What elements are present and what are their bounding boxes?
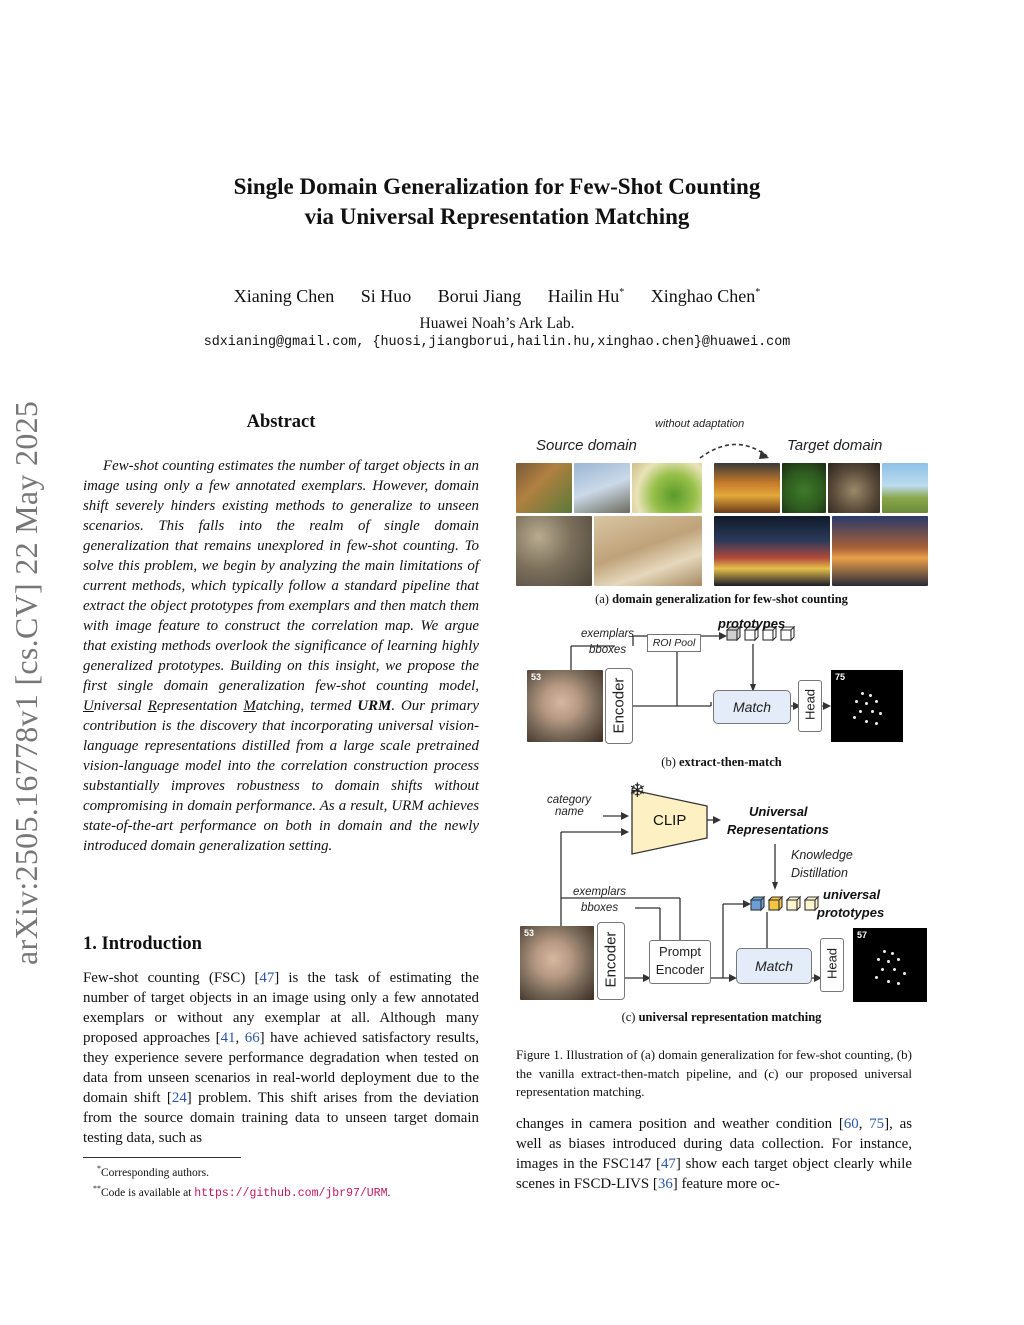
match-box: Match xyxy=(713,690,791,724)
target-image-tile xyxy=(828,463,880,513)
citation-link[interactable]: 41 xyxy=(220,1030,236,1046)
knowledge-distillation-label: Knowledge Distillation xyxy=(791,848,853,880)
figure-1 xyxy=(515,412,913,1032)
citation-link[interactable]: 36 xyxy=(657,1176,673,1192)
prompt-encoder-box: Prompt Encoder xyxy=(649,940,711,984)
subcaption-a: (a) domain generalization for few-shot counting xyxy=(595,592,848,606)
author: Hailin Hu* xyxy=(547,286,625,306)
prototypes-label: prototypes xyxy=(718,616,786,631)
arxiv-side-label: arXiv:2505.16778v1 [cs.CV] 22 May 2025 xyxy=(8,400,44,965)
roi-pool-box: ROI Pool xyxy=(647,634,701,652)
category-name-label: category name xyxy=(547,794,592,818)
target-domain-label: Target domain xyxy=(787,437,883,454)
bboxes-label-c: bboxes xyxy=(581,902,619,914)
source-image-tile xyxy=(632,463,702,513)
encoder-box-c: Encoder xyxy=(597,922,625,1000)
head-box-c: Head xyxy=(820,938,844,992)
source-image-tile xyxy=(516,463,572,513)
footnote-rule xyxy=(83,1157,241,1158)
figure-1-caption: Figure 1. Illustration of (a) domain generalization for few-shot counting, (b) the vanilla extract-then-match pipeline, and (c) our proposed universal representation matching. xyxy=(516,1047,912,1099)
citation-link[interactable]: 47 xyxy=(259,970,275,986)
frozen-snowflake-icon: ❄ xyxy=(629,780,646,802)
section-heading-introduction: 1. Introduction xyxy=(83,934,202,954)
target-image-tile xyxy=(714,516,830,586)
right-column-paragraph: changes in camera position and weather condition [60, 75], as well as biases introduced during data collection. For instance, images in the FSC147 [47] show each target object clearly while scenes in FSCD-LIVS [36] feature more oc- xyxy=(516,1116,912,1192)
title-line-1: Single Domain Generalization for Few-Shot Counting xyxy=(233,174,761,199)
match-box-c: Match xyxy=(736,948,812,984)
citation-link[interactable]: 66 xyxy=(244,1030,260,1046)
source-domain-label: Source domain xyxy=(536,437,637,454)
input-count: 53 xyxy=(531,672,542,682)
head-box: Head xyxy=(798,680,822,732)
without-adaptation-label: without adaptation xyxy=(655,418,745,430)
footnote-1: *Corresponding authors. xyxy=(97,1164,209,1179)
citation-link[interactable]: 47 xyxy=(660,1156,676,1172)
citation-link[interactable]: 24 xyxy=(171,1090,187,1106)
density-map-output-c: 57 xyxy=(853,928,927,1002)
universal-representations-label: Universal Representations xyxy=(727,804,829,837)
density-map-output: 75 xyxy=(831,670,903,742)
universal-prototypes-label: universal prototypes xyxy=(817,887,885,920)
paper-title xyxy=(150,172,844,232)
bboxes-label: bboxes xyxy=(589,644,627,656)
affiliation: Huawei Noah’s Ark Lab. xyxy=(419,315,575,332)
source-image-tile xyxy=(574,463,630,513)
author: Borui Jiang xyxy=(437,286,522,306)
footnote-2: **Code is available at https://github.com/jbr97/URM. xyxy=(93,1183,391,1200)
introduction-paragraph: Few-shot counting (FSC) [47] is the task of estimating the number of target objects in an image using only a few annotated exemplars or without any exemplar at all. Although many proposed approaches [41, 66] have achieved satisfactory results, they experience severe performance degradation when tested on data from unseen scenarios in real-world deployment due to the domain shift [24] problem. This shift arises from the deviation from the source domain training data to unseen target domain testing data, such as xyxy=(83,970,479,1146)
author: Xinghao Chen* xyxy=(650,286,761,306)
author-list xyxy=(150,286,844,307)
subcaption-b: (b) extract-then-match xyxy=(661,755,782,769)
author-emails: sdxianing@gmail.com, {huosi,jiangborui,hailin.hu,xinghao.chen}@huawei.com xyxy=(203,335,791,350)
source-image-tile xyxy=(516,516,592,586)
citation-link[interactable]: 60 xyxy=(843,1116,859,1132)
target-image-tile xyxy=(782,463,826,513)
author: Xianing Chen xyxy=(233,286,335,306)
encoder-box: Encoder xyxy=(605,668,633,744)
footnotes xyxy=(83,1161,479,1202)
clip-label: CLIP xyxy=(653,812,687,829)
subcaption-c: (c) universal representation matching xyxy=(621,1010,822,1024)
citation-link[interactable]: 75 xyxy=(869,1116,885,1132)
target-image-tile xyxy=(882,463,928,513)
title-line-2: via Universal Representation Matching xyxy=(304,204,690,229)
exemplars-label-c: exemplars xyxy=(573,886,627,898)
abstract-body: Few-shot counting estimates the number of target objects in an image using only a few annotated exemplars. However, domain shift severely hinders existing methods to generalize to unseen scenarios. This falls into the realm of single domain generalization that remains unexplored in few-shot counting. To solve this problem, we begin by analyzing the main limitations of current methods, which typically follow a standard pipeline that extract the object prototypes from exemplars and then match them with image feature to construct the correlation map. We argue that existing methods overlook the significance of learning highly generalized prototypes. Building on this insight, we propose the first single domain generalization few-shot counting model, Universal Representation Matching, termed URM. Our primary contribution is the discovery that incorporating universal vision-language representations distilled from a large scale pretrained vision-language model into the correlation construction process substantially improves robustness to domain shifts without compromising in domain performance. As a result, URM achieves state-of-the-art performance on both in domain and the newly introduced domain generalization setting. xyxy=(83,458,479,854)
code-url-link[interactable]: https://github.com/jbr97/URM xyxy=(194,1186,388,1200)
target-image-tile xyxy=(714,463,780,513)
abstract-heading: Abstract xyxy=(246,412,316,432)
exemplars-label: exemplars xyxy=(581,628,635,640)
source-image-tile xyxy=(594,516,702,586)
target-image-tile xyxy=(832,516,928,586)
adaptation-arrow xyxy=(695,432,775,462)
author: Si Huo xyxy=(360,286,412,306)
input-count-c: 53 xyxy=(524,928,535,938)
